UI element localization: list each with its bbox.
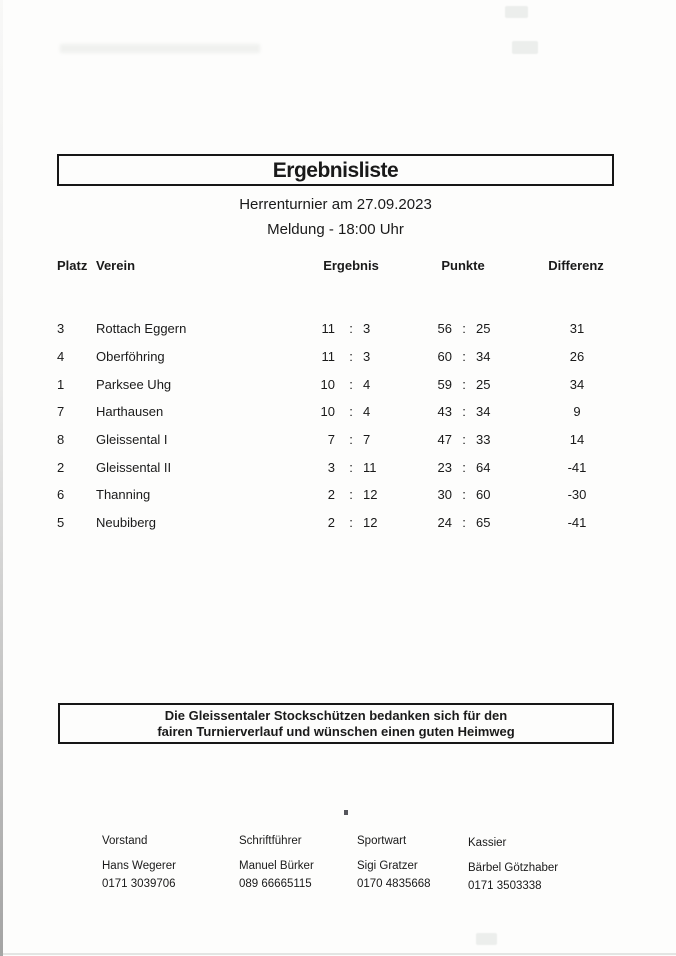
punkte-left: 30 [437,487,452,502]
notice-box [58,703,614,744]
punkte-left: 60 [437,349,452,364]
table-row [0,432,676,448]
platz-cell: 7 [57,404,65,419]
verein-cell: Rottach Eggern [96,321,187,336]
column-header-differenz: Differenz [548,258,604,273]
differenz-cell: -41 [567,460,587,475]
table-row [0,349,676,365]
score-colon: : [462,515,466,530]
ergebnis-left: 3 [327,460,335,475]
punkte-left: 24 [437,515,452,530]
verein-cell: Gleissental II [96,460,172,475]
ergebnis-right: 4 [363,404,371,419]
score-colon: : [462,404,466,419]
differenz-cell: -41 [567,515,587,530]
score-colon: : [462,377,466,392]
table-row [0,321,676,337]
scan-artifact [512,41,538,54]
scan-bottom-edge [0,953,676,955]
punkte-right: 25 [476,321,491,336]
ergebnis-right: 11 [363,460,377,475]
score-colon: : [462,487,466,502]
differenz-cell: 34 [569,377,585,392]
score-colon: : [462,432,466,447]
punkte-right: 64 [476,460,491,475]
ergebnis-left: 11 [321,321,335,336]
ergebnis-left: 2 [327,515,335,530]
contact-phone: 0171 3503338 [468,880,542,892]
notice-line-2: fairen Turnierverlauf und wünschen einen guten Heimweg [157,724,515,739]
verein-cell: Thanning [96,487,151,502]
tournament-subtitle: Herrenturnier am 27.09.2023 [239,196,432,213]
platz-cell: 2 [57,460,65,475]
punkte-left: 23 [437,460,452,475]
differenz-cell: 9 [573,404,581,419]
title-box [57,154,614,186]
ergebnis-right: 12 [363,487,378,502]
punkte-right: 34 [476,349,491,364]
score-colon: : [349,377,353,392]
ergebnis-left: 7 [327,432,335,447]
punkte-right: 34 [476,404,491,419]
punkte-left: 59 [437,377,452,392]
contact-role: Schriftführer [239,835,302,847]
punkte-right: 25 [476,377,491,392]
scan-edge-shadow [0,0,3,956]
score-colon: : [349,321,353,336]
score-colon: : [462,460,466,475]
verein-cell: Oberföhring [96,349,165,364]
scan-artifact [505,6,528,18]
punkte-right: 65 [476,515,491,530]
verein-cell: Neubiberg [96,515,156,530]
score-colon: : [349,349,353,364]
score-colon: : [349,404,353,419]
table-row [0,460,676,476]
ergebnis-left: 11 [321,349,335,364]
contact-name: Hans Wegerer [102,860,176,872]
table-row [0,487,676,503]
verein-cell: Parksee Uhg [96,377,172,392]
column-header-platz: Platz [57,258,88,273]
score-colon: : [349,432,353,447]
ergebnis-left: 2 [327,487,335,502]
ergebnis-left: 10 [320,404,335,419]
platz-cell: 1 [57,377,65,392]
platz-cell: 8 [57,432,65,447]
punkte-left: 56 [437,321,452,336]
contact-role: Vorstand [102,835,148,847]
verein-cell: Gleissental I [96,432,168,447]
registration-time: Meldung - 18:00 Uhr [267,221,404,238]
punkte-right: 60 [476,487,491,502]
scan-artifact [60,44,260,53]
verein-cell: Harthausen [96,404,164,419]
platz-cell: 3 [57,321,65,336]
column-header-verein: Verein [96,258,136,273]
ergebnis-right: 12 [363,515,378,530]
platz-cell: 6 [57,487,65,502]
ergebnis-right: 7 [363,432,371,447]
punkte-left: 47 [437,432,452,447]
differenz-cell: 31 [569,321,585,336]
contact-role: Sportwart [357,835,407,847]
contact-name: Bärbel Götzhaber [468,862,559,874]
score-colon: : [349,515,353,530]
scan-artifact [476,933,497,945]
platz-cell: 4 [57,349,65,364]
contact-phone: 0170 4835668 [357,878,431,890]
differenz-cell: 14 [569,432,585,447]
punkte-right: 33 [476,432,491,447]
ergebnis-right: 3 [363,349,371,364]
score-colon: : [349,487,353,502]
scan-speck [344,810,348,815]
differenz-cell: 26 [569,349,585,364]
punkte-left: 43 [437,404,452,419]
platz-cell: 5 [57,515,65,530]
score-colon: : [349,460,353,475]
page-title: Ergebnisliste [272,159,399,182]
notice-line-1: Die Gleissentaler Stockschützen bedanken sich für den [164,708,508,723]
table-row [0,515,676,531]
contact-name: Manuel Bürker [239,860,314,872]
differenz-cell: -30 [567,487,587,502]
column-header-punkte: Punkte [441,258,485,273]
table-row [0,377,676,393]
column-header-ergebnis: Ergebnis [323,258,379,273]
score-colon: : [462,349,466,364]
contact-role: Kassier [468,837,507,849]
contact-phone: 089 66665115 [239,878,312,890]
contact-phone: 0171 3039706 [102,878,176,890]
ergebnis-right: 4 [363,377,371,392]
ergebnis-right: 3 [363,321,371,336]
contact-name: Sigi Gratzer [357,860,418,872]
ergebnis-left: 10 [320,377,335,392]
score-colon: : [462,321,466,336]
table-row [0,404,676,420]
